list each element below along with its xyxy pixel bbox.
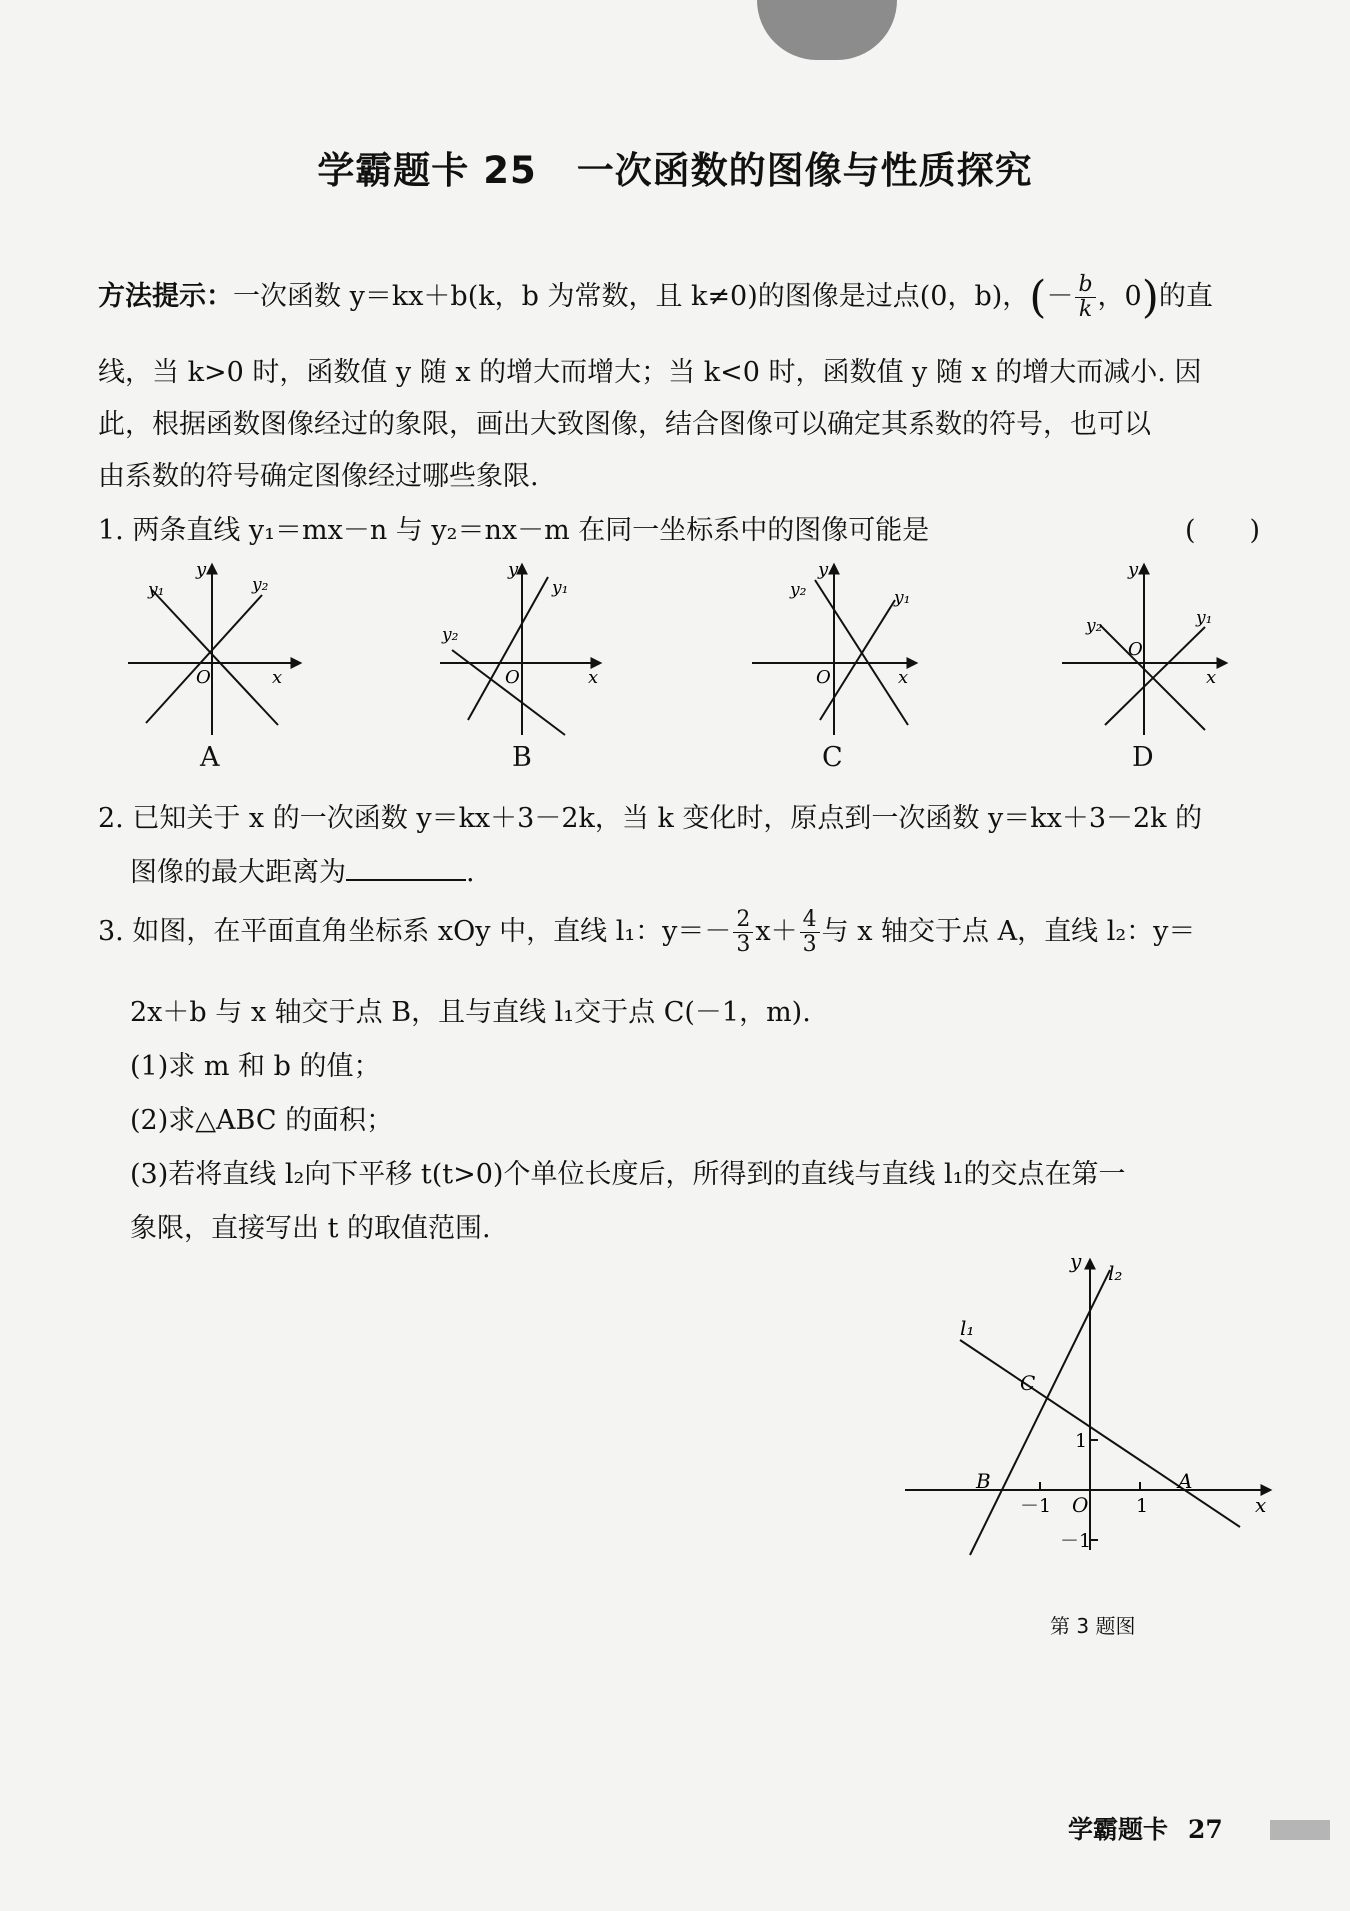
tick-neg1-x: －1	[1020, 1495, 1052, 1517]
left-paren: (	[1029, 272, 1047, 323]
choice-c-label[interactable]: C	[822, 742, 843, 773]
q3-figure	[900, 1250, 1280, 1580]
graph-b-y1-label: y₁	[552, 578, 569, 598]
minus-sign: －	[1046, 281, 1074, 312]
graph-b-origin: O	[505, 667, 520, 688]
choice-b-label[interactable]: B	[512, 742, 532, 773]
frac-den: 3	[736, 932, 751, 958]
top-tab-decoration	[757, 0, 897, 60]
graph-c-origin: O	[816, 667, 831, 688]
fraction-2-over-3	[733, 908, 753, 957]
l1-label: l₁	[960, 1316, 975, 1340]
graph-a-y1-label: y₁	[148, 580, 165, 600]
q3-part-1: (1)求 m 和 b 的值；	[130, 1051, 381, 1082]
graph-b-x-label: x	[588, 667, 599, 688]
graph-c-y1-label: y₁	[894, 588, 911, 608]
tick-pos1-y: 1	[1075, 1430, 1088, 1452]
method-text-1b: ，0	[1097, 281, 1142, 312]
figure-caption: 第 3 题图	[1050, 1614, 1136, 1638]
point-b-label: B	[976, 1469, 991, 1493]
q2-answer-blank[interactable]	[346, 857, 466, 881]
graph-a-y2-label: y₂	[252, 575, 269, 595]
l2-label: l₂	[1108, 1261, 1123, 1285]
tick-pos1-x: 1	[1136, 1495, 1149, 1517]
q2-line-1: 2. 已知关于 x 的一次函数 y＝kx＋3－2k，当 k 变化时，原点到一次函数 y＝kx＋3－2k 的	[98, 803, 1203, 834]
frac-den: k	[1078, 297, 1093, 322]
graph-d-y-label: y	[1128, 559, 1139, 580]
page-footer	[1068, 1810, 1223, 1846]
point-a-label: A	[1178, 1469, 1193, 1493]
method-line-1	[98, 272, 1213, 323]
frac-num: b	[1075, 273, 1095, 298]
q3-line-1c: 与 x 轴交于点 A，直线 l₂：y＝	[821, 916, 1196, 948]
q1-text: 1. 两条直线 y₁＝mx－n 与 y₂＝nx－m 在同一坐标系中的图像可能是	[98, 515, 930, 546]
q2-line-2	[130, 850, 475, 889]
method-line-2: 线，当 k>0 时，函数值 y 随 x 的增大而增大；当 k<0 时，函数值 y 随 x 的增大而减小. 因	[98, 357, 1202, 388]
q2-line-2-text: 图像的最大距离为	[130, 857, 346, 888]
graph-d-x-label: x	[1206, 667, 1217, 688]
page-number: 27	[1188, 1815, 1223, 1844]
q1-choice-graphs	[0, 555, 1350, 745]
frac-num: 4	[800, 908, 820, 933]
q3-line-1b: x＋	[755, 916, 798, 948]
method-text-1a: 一次函数 y＝kx＋b(k，b 为常数，且 k≠0)的图像是过点(0，b)，	[233, 281, 1030, 312]
graph-c-y2-label: y₂	[790, 580, 807, 600]
graph-b-y2-label: y₂	[442, 625, 459, 645]
point-c-label: C	[1020, 1371, 1036, 1395]
q3-line-1a: 3. 如图，在平面直角坐标系 xOy 中，直线 l₁：y＝－	[98, 916, 732, 948]
method-line-3: 此，根据函数图像经过的象限，画出大致图像，结合图像可以确定其系数的符号，也可以	[98, 409, 1151, 440]
graph-d-origin: O	[1128, 639, 1143, 660]
method-text-1c: 的直	[1158, 281, 1213, 312]
graph-d[interactable]	[1062, 565, 1226, 735]
graph-a-origin: O	[196, 667, 211, 688]
graph-a-x-label: x	[272, 667, 283, 688]
choice-d-label[interactable]: D	[1132, 742, 1154, 773]
footer-label: 学霸题卡	[1068, 1815, 1169, 1844]
title-topic: 一次函数的图像与性质探究	[576, 149, 1033, 192]
q2-period: .	[466, 857, 475, 888]
choice-a-label[interactable]: A	[200, 742, 220, 773]
q3-y-label: y	[1070, 1250, 1082, 1273]
q1-answer-paren[interactable]: ( )	[1185, 515, 1261, 546]
graph-c-x-label: x	[898, 667, 909, 688]
graph-b-y-label: y	[508, 559, 519, 580]
fraction-b-over-k	[1075, 273, 1095, 322]
graph-b[interactable]	[440, 565, 600, 735]
footer-decoration-bar	[1270, 1820, 1330, 1840]
graph-a-y-label: y	[196, 559, 207, 580]
method-line-4: 由系数的符号确定图像经过哪些象限.	[98, 461, 539, 492]
method-label: 方法提示：	[98, 281, 233, 312]
tick-neg1-y: －1	[1060, 1530, 1092, 1552]
line-l1	[960, 1340, 1240, 1527]
fraction-4-over-3	[800, 908, 820, 957]
graph-c-y-label: y	[818, 559, 829, 580]
q3-line-2: 2x＋b 与 x 轴交于点 B，且与直线 l₁交于点 C(－1，m).	[130, 997, 811, 1028]
right-paren: )	[1141, 272, 1159, 323]
frac-num: 2	[733, 908, 753, 933]
q3-part-2: (2)求△ABC 的面积；	[130, 1105, 394, 1136]
frac-den: 3	[802, 932, 817, 958]
q3-origin-label: O	[1072, 1493, 1089, 1517]
graph-c[interactable]	[752, 565, 916, 735]
graph-d-y2-label: y₂	[1086, 616, 1103, 636]
q3-x-label: x	[1255, 1493, 1267, 1517]
title-card-number: 学霸题卡 25	[317, 149, 537, 192]
q3-line-1	[98, 908, 1195, 957]
q3-part-3b: 象限，直接写出 t 的取值范围.	[130, 1213, 491, 1244]
q3-part-3a: (3)若将直线 l₂向下平移 t(t>0)个单位长度后，所得到的直线与直线 l₁的交点在第一	[130, 1159, 1126, 1190]
graph-d-y1-label: y₁	[1196, 608, 1213, 628]
page-title	[0, 140, 1350, 194]
